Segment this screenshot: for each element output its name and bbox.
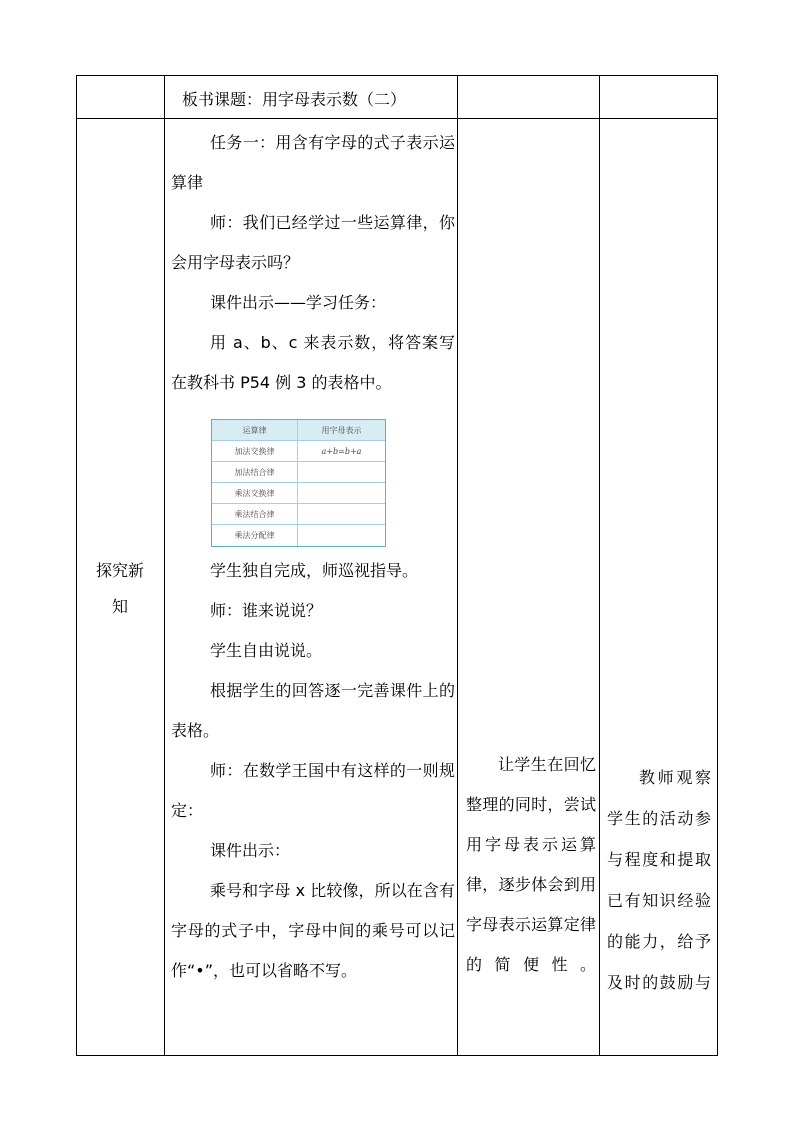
content-paragraph: 师：我们已经学过一些运算律，你会用字母表示吗？ (171, 213, 455, 272)
law-formula-cell: a+b=b+a (321, 446, 362, 456)
table-border-top (76, 75, 718, 76)
design-intent (466, 745, 596, 985)
law-table-header-cell: 用字母表示 (321, 425, 362, 435)
stage-label (76, 553, 164, 625)
law-formula-cell (298, 483, 385, 503)
law-name-cell: 加法交换律 (212, 441, 298, 461)
teaching-content (171, 123, 455, 991)
content-paragraph: 根据学生的回答逐一完善课件上的表格。 (171, 681, 455, 740)
law-table-row (212, 462, 385, 483)
content-paragraph: 学生独自完成，师巡视指导。 (210, 561, 419, 580)
law-name-cell: 乘法分配律 (212, 525, 298, 546)
column-divider-3 (599, 75, 600, 1056)
table-border-bottom (76, 1055, 718, 1056)
design-intent-text: 让学生在回忆整理的同时，尝试用字母表示运算律，逐步体会到用字母表示运算定律的简便性。 (466, 755, 596, 974)
stage-label-line-2: 知 (111, 597, 128, 616)
law-table-row (212, 441, 385, 462)
content-paragraph: 乘号和字母 x 比较像，所以在含有字母的式子中，字母中间的乘号可以记作“•”，也可以省略不写。 (171, 881, 455, 980)
evaluation-note (607, 757, 711, 1003)
operation-law-table (211, 419, 386, 547)
law-table-row (212, 483, 385, 504)
law-formula-cell (298, 462, 385, 482)
stage-label-line-1: 探究新 (95, 561, 144, 580)
content-paragraph: 任务一：用含有字母的式子表示运算律 (171, 133, 455, 192)
evaluation-text: 教师观察学生的活动参与程度和提取已有知识经验的能力，给予及时的鼓励与 (607, 768, 711, 992)
column-divider-1 (164, 75, 165, 1056)
content-paragraph: 课件出示——学习任务： (210, 293, 387, 312)
lesson-table (76, 75, 718, 1056)
law-formula-cell (298, 504, 385, 524)
content-paragraph: 学生自由说说。 (210, 641, 323, 660)
law-table-row (212, 504, 385, 525)
content-paragraph: 师：在数学王国中有这样的一则规定： (171, 761, 455, 820)
content-paragraph: 师：谁来说说？ (210, 601, 323, 620)
column-divider-2 (457, 75, 458, 1056)
lesson-title-heading: 板书课题：用字母表示数（二） (182, 90, 407, 109)
law-formula-cell (298, 525, 385, 546)
law-table-header-cell: 运算律 (212, 420, 298, 440)
law-name-cell: 加法结合律 (212, 462, 298, 482)
header-row-divider (76, 118, 718, 119)
table-border-right (717, 75, 718, 1056)
content-paragraph: 用 a、b、c 来表示数，将答案写在教科书 P54 例 3 的表格中。 (171, 333, 455, 392)
content-paragraph: 课件出示： (210, 841, 291, 860)
law-name-cell: 乘法结合律 (212, 504, 298, 524)
law-table-row (212, 525, 385, 546)
law-name-cell: 乘法交换律 (212, 483, 298, 503)
law-table-header-row (212, 420, 385, 441)
